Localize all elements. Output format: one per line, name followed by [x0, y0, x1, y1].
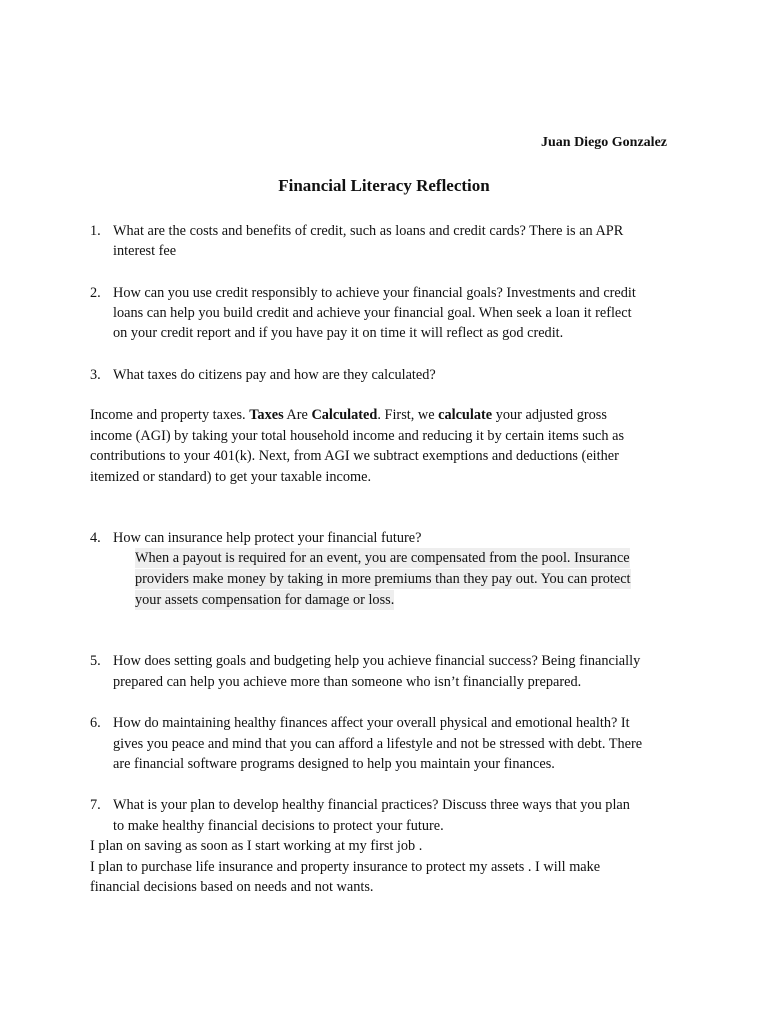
answer-line: contributions to your 401(k). Next, from AGI we subtract exemptions and deductions (either	[90, 448, 619, 464]
answer-line: Income and property taxes. Taxes Are Calculated. First, we calculate your adjusted gross	[90, 407, 607, 423]
question-line: loans can help you build credit and achieve your financial goal. When seek a loan it reflect	[113, 305, 632, 321]
question-number: 4.	[90, 530, 101, 546]
question-line: are financial software programs designed to help you maintain your finances.	[113, 756, 555, 772]
question-line: prepared can help you achieve more than someone who isn’t financially prepared.	[113, 674, 582, 690]
answer-line: I plan to purchase life insurance and property insurance to protect my assets . I will make	[90, 859, 601, 875]
author-name: Juan Diego Gonzalez	[541, 135, 667, 150]
question-line: How can you use credit responsibly to achieve your financial goals? Investments and credit	[113, 285, 636, 301]
question-number: 5.	[90, 653, 101, 669]
question-line: How can insurance help protect your financial future?	[113, 530, 422, 546]
answer-line: financial decisions based on needs and not wants.	[90, 879, 374, 895]
question-number: 3.	[90, 367, 101, 383]
question-line: to make healthy financial decisions to protect your future.	[113, 818, 444, 834]
question-line: How do maintaining healthy finances affect your overall physical and emotional health? It	[113, 715, 630, 731]
answer-line: I plan on saving as soon as I start working at my first job .	[90, 838, 423, 854]
answer-line: When a payout is required for an event, you are compensated from the pool. Insurance	[135, 550, 630, 566]
question-number: 2.	[90, 285, 101, 301]
question-number: 1.	[90, 223, 101, 239]
question-number: 7.	[90, 797, 101, 813]
answer-line: income (AGI) by taking your total household income and reducing it by certain items such as	[90, 428, 625, 444]
question-line: on your credit report and if you have pay it on time it will reflect as god credit.	[113, 325, 564, 341]
question-line: What are the costs and benefits of credit, such as loans and credit cards? There is an APR	[113, 223, 624, 239]
question-line: gives you peace and mind that you can afford a lifestyle and not be stressed with debt. There	[113, 736, 643, 752]
document-title: Financial Literacy Reflection	[278, 176, 490, 195]
answer-line: itemized or standard) to get your taxable income.	[90, 469, 372, 485]
question-number: 6.	[90, 715, 101, 731]
answer-line: providers make money by taking in more premiums than they pay out. You can protect	[135, 571, 631, 587]
question-line: What taxes do citizens pay and how are they calculated?	[113, 367, 436, 383]
question-line: interest fee	[113, 243, 177, 259]
question-line: What is your plan to develop healthy financial practices? Discuss three ways that you plan	[113, 797, 630, 813]
answer-line: your assets compensation for damage or loss.	[135, 592, 395, 608]
question-line: How does setting goals and budgeting help you achieve financial success? Being financially	[113, 653, 641, 669]
